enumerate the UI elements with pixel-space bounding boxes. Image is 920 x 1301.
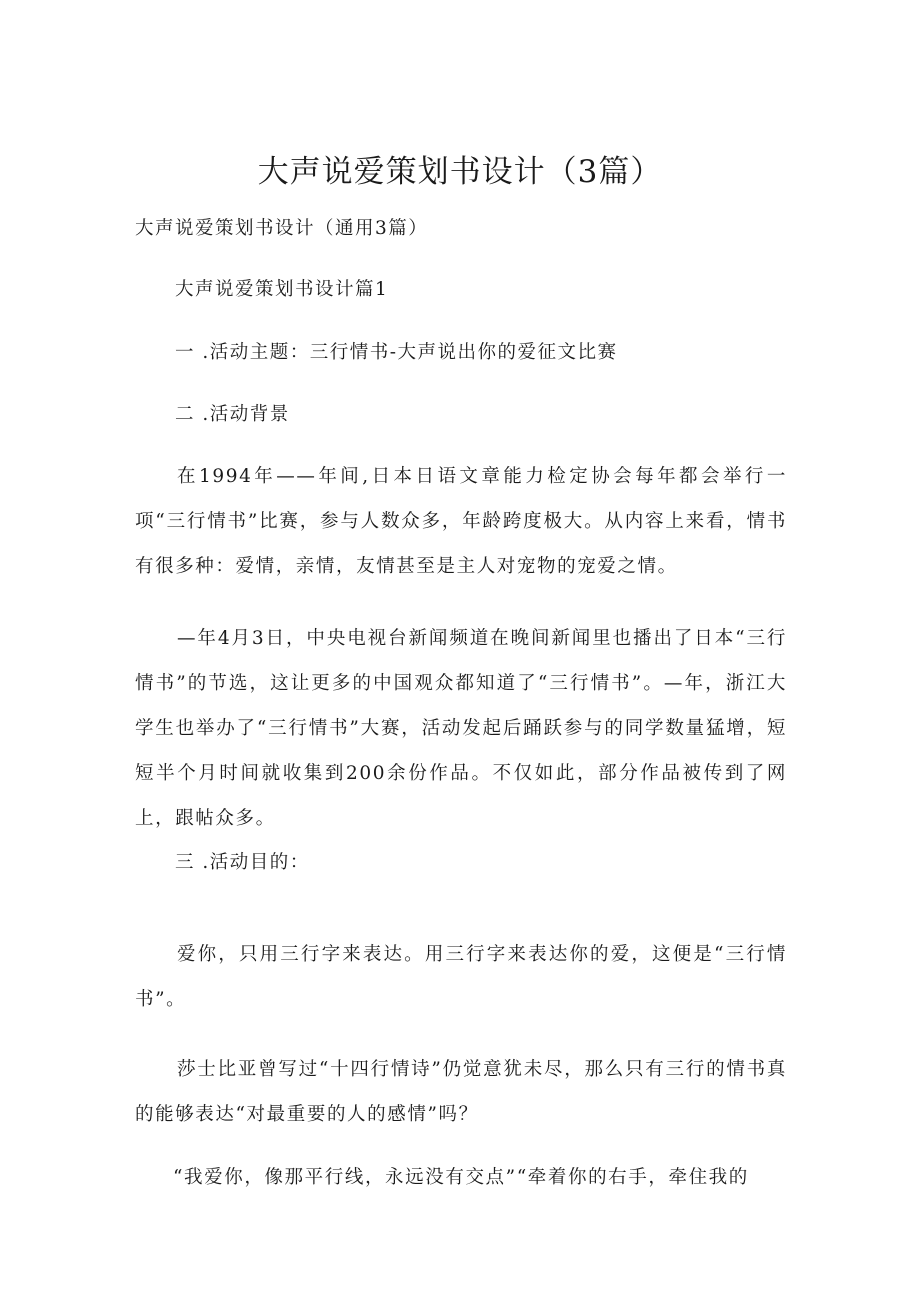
item-activity-purpose: 三 .活动目的：	[175, 852, 310, 873]
paragraph-purpose-3: “我爱你，像那平行线，永远没有交点”“牵着你的右手，牵住我的	[173, 1167, 749, 1188]
paragraph-background-1: 在1994年——年间,日本日语文章能力检定协会每年都会举行一项“三行情书”比赛，参与人数众多，年龄跨度极大。从内容上来看，情书有很多种：爱情，亲情，友情甚至是主人对宠物的宠爱之情。	[135, 466, 787, 577]
section-heading: 大声说爱策划书设计篇1	[175, 279, 389, 300]
document-subtitle: 大声说爱策划书设计（通用3篇）	[135, 218, 429, 239]
item-activity-background: 二 .活动背景	[175, 404, 290, 425]
paragraph-background-2: —年4月3日，中央电视台新闻频道在晚间新闻里也播出了日本“三行情书”的节选，这让更多的中国观众都知道了“三行情书”。—年，浙江大学生也举办了“三行情书”大赛，活动发起后踊跃参与的同学数量猛增，短短半个月时间就收集到200余份作品。不仅如此，部分作品被传到了网上，跟帖众多。	[135, 628, 787, 829]
paragraph-purpose-2: 莎士比亚曾写过“十四行情诗”仍觉意犹未尽，那么只有三行的情书真的能够表达“对最重要的人的感情”吗？	[135, 1059, 787, 1125]
document-title: 大声说爱策划书设计（3篇）	[257, 154, 663, 190]
item-activity-theme: 一 .活动主题：三行情书-大声说出你的爱征文比赛	[175, 342, 618, 363]
paragraph-purpose-1: 爱你，只用三行字来表达。用三行字来表达你的爱，这便是“三行情书”。	[135, 944, 787, 1010]
